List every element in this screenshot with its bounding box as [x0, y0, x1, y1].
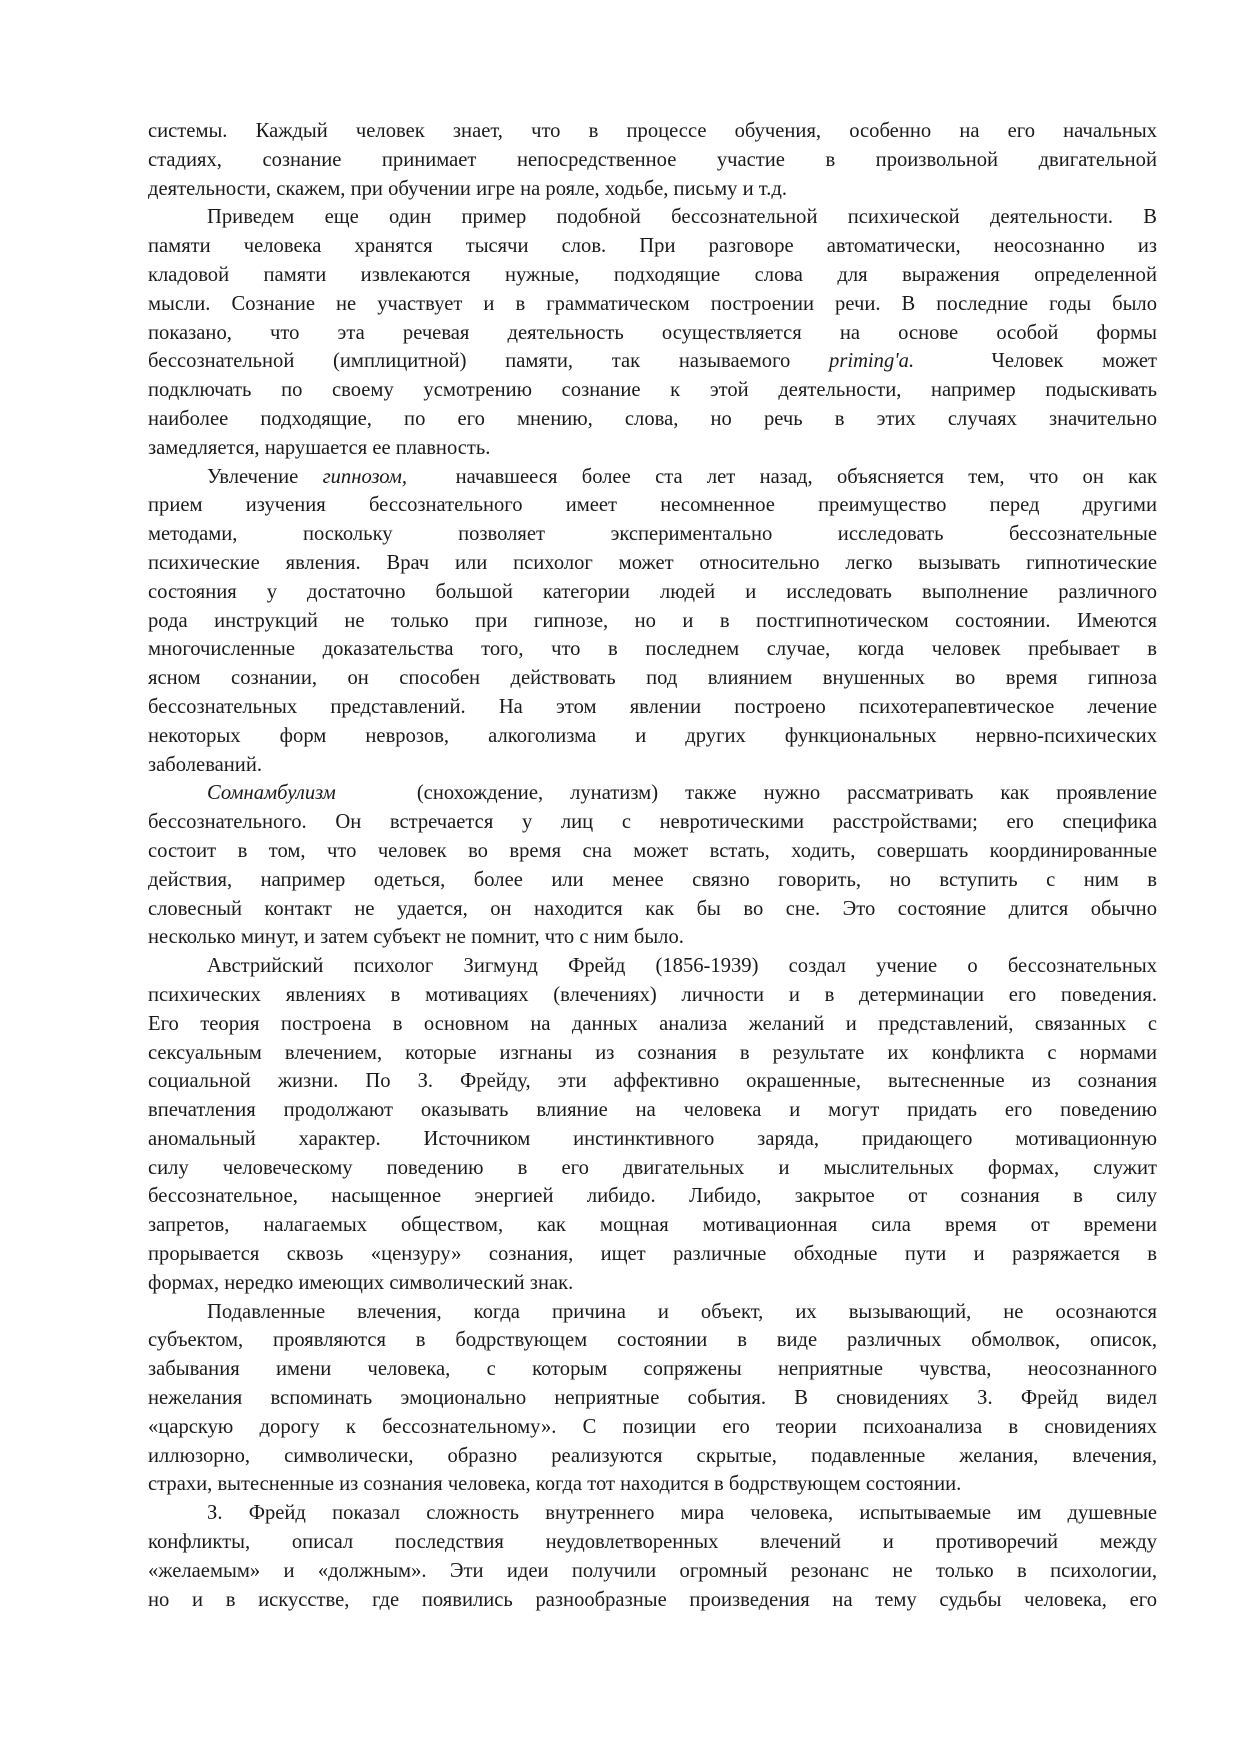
paragraph — [148, 463, 1157, 780]
italic-term: priming'a. — [829, 350, 915, 373]
text-line: замедляется, нарушается ее плавность. — [148, 436, 491, 459]
text-line: многочисленные доказательства того, что в последнем случае, когда человек пребывает в — [148, 638, 1157, 661]
text-line: Приведем еще один пример подобной бессознательной психической деятельности. В — [207, 206, 1157, 229]
text-line: наиболее подходящие, по его мнению, слова, но речь в этих случаях значительно — [148, 407, 1157, 430]
text-line: прием изучения бессознательного имеет несомненное преимущество перед другими — [148, 494, 1157, 517]
text-line: показано, что эта речевая деятельность осуществляется на основе особой формы — [148, 321, 1157, 344]
text-line: конфликты, описал последствия неудовлетворенных влечений и противоречий между — [148, 1531, 1157, 1554]
text-line: формах, нередко имеющих символический знак. — [148, 1271, 574, 1294]
text-line: словесный контакт не удается, он находится как бы во сне. Это состояние длится обычно — [148, 897, 1157, 920]
paragraph — [148, 117, 1157, 203]
text-line: бессознательных представлений. На этом явлении построено психотерапевтическое лечение — [148, 695, 1157, 718]
text-line: психических явлениях в мотивациях (влечениях) личности и в детерминации его поведения. — [148, 983, 1157, 1006]
text-segment: Увлечение — [207, 465, 323, 488]
paragraph — [148, 203, 1157, 462]
text-line: бессознательное, насыщенное энергией либидо. Либидо, закрытое от сознания в силу — [148, 1185, 1157, 1208]
text-line: состоит в том, что человек во время сна может встать, ходить, совершать координированные — [148, 839, 1157, 862]
text-line — [148, 463, 1157, 492]
text-line: психические явления. Врач или психолог может относительно легко вызывать гипнотические — [148, 551, 1157, 574]
text-line: силу человеческому поведению в его двигательных и мыслительных формах, служит — [148, 1156, 1157, 1179]
text-line: состояния у достаточно большой категории людей и исследовать выполнение различного — [148, 580, 1157, 603]
text-line: нежелания вспоминать эмоционально неприятные события. В сновидениях З. Фрейд видел — [148, 1387, 1157, 1410]
italic-term: гипнозом, — [322, 465, 408, 488]
text-line: заболеваний. — [148, 753, 262, 776]
text-line: подключать по своему усмотрению сознание к этой деятельности, например подыскивать — [148, 379, 1157, 402]
paragraph — [148, 952, 1157, 1298]
text-line: иллюзорно, символически, образно реализуются скрытые, подавленные желания, влечения, — [148, 1444, 1157, 1467]
text-line: некоторых форм неврозов, алкоголизма и других функциональных нервно-психических — [148, 724, 1157, 747]
text-segment: бессознательной (имплицитной) памяти, так называемого — [148, 350, 830, 373]
text-line: деятельности, скажем, при обучении игре на рояле, ходьбе, письму и т.д. — [148, 177, 787, 200]
text-line: сексуальным влечением, которые изгнаны из сознания в результате их конфликта с нормами — [148, 1041, 1157, 1064]
text-line — [148, 347, 1157, 376]
text-line: кладовой памяти извлекаются нужные, подходящие слова для выражения определенной — [148, 263, 1157, 286]
text-segment: начавшееся более ста лет назад, объясняется тем, что он как — [407, 465, 1157, 488]
text-line: системы. Каждый человек знает, что в процессе обучения, особенно на его начальных — [148, 120, 1157, 142]
text-line: З. Фрейд показал сложность внутреннего мира человека, испытываемые им душевные — [207, 1502, 1157, 1525]
text-line: рода инструкций не только при гипнозе, но и в постгипнотическом состоянии. Имеются — [148, 609, 1157, 632]
text-segment: (снохождение, лунатизм) также нужно рассматривать как проявление — [335, 782, 1157, 805]
text-line: Его теория построена в основном на данных анализа желаний и представлений, связанных с — [148, 1012, 1157, 1035]
text-line: стадиях, сознание принимает непосредственное участие в произвольной двигательной — [148, 148, 1157, 171]
text-line: аномальный характер. Источником инстинктивного заряда, придающего мотивационную — [148, 1127, 1157, 1150]
text-line: действия, например одеться, более или менее связно говорить, но вступить с ним в — [148, 868, 1157, 891]
paragraph — [148, 779, 1157, 952]
text-line: запретов, налагаемых обществом, как мощная мотивационная сила время от времени — [148, 1214, 1157, 1237]
document-page — [148, 117, 1157, 1614]
text-line: прорывается сквозь «цензуру» сознания, ищет различные обходные пути и разряжается в — [148, 1243, 1157, 1266]
text-line — [148, 779, 1157, 808]
text-line: страхи, вытесненные из сознания человека, когда тот находится в бодрствующем состоянии. — [148, 1473, 962, 1496]
text-line: бессознательного. Он встречается у лиц с невротическими расстройствами; его специфика — [148, 811, 1157, 834]
italic-term: Сомнамбулизм — [207, 782, 336, 805]
text-line: но и в искусстве, где появились разнообразные произведения на тему судьбы человека, его — [148, 1588, 1157, 1611]
text-line: Подавленные влечения, когда причина и объект, их вызывающий, не осознаются — [207, 1300, 1157, 1323]
text-line: субъектом, проявляются в бодрствующем состоянии в виде различных обмолвок, описок, — [148, 1329, 1157, 1352]
text-line: ясном сознании, он способен действовать под влиянием внушенных во время гипноза — [148, 667, 1157, 690]
paragraph — [148, 1499, 1157, 1614]
text-line: методами, поскольку позволяет экспериментально исследовать бессознательные — [148, 523, 1157, 546]
text-line: забывания имени человека, с которым сопряжены неприятные чувства, неосознанного — [148, 1358, 1157, 1381]
text-line: социальной жизни. По З. Фрейду, эти аффективно окрашенные, вытесненные из сознания — [148, 1070, 1157, 1093]
text-line: Австрийский психолог Зигмунд Фрейд (1856-1939) создал учение о бессознательных — [207, 955, 1157, 978]
text-segment: Человек может — [914, 350, 1157, 373]
paragraph — [148, 1298, 1157, 1500]
text-line: мысли. Сознание не участвует и в грамматическом построении речи. В последние годы было — [148, 292, 1157, 315]
text-line: «царскую дорогу к бессознательному». С позиции его теории психоанализа в сновидениях — [148, 1415, 1157, 1438]
text-line: несколько минут, и затем субъект не помнит, что с ним было. — [148, 926, 684, 949]
text-line: «желаемым» и «должным». Эти идеи получили огромный резонанс не только в психологии, — [148, 1559, 1157, 1582]
text-line: впечатления продолжают оказывать влияние на человека и могут придать его поведению — [148, 1099, 1157, 1122]
text-line: памяти человека хранятся тысячи слов. При разговоре автоматически, неосознанно из — [148, 235, 1157, 258]
